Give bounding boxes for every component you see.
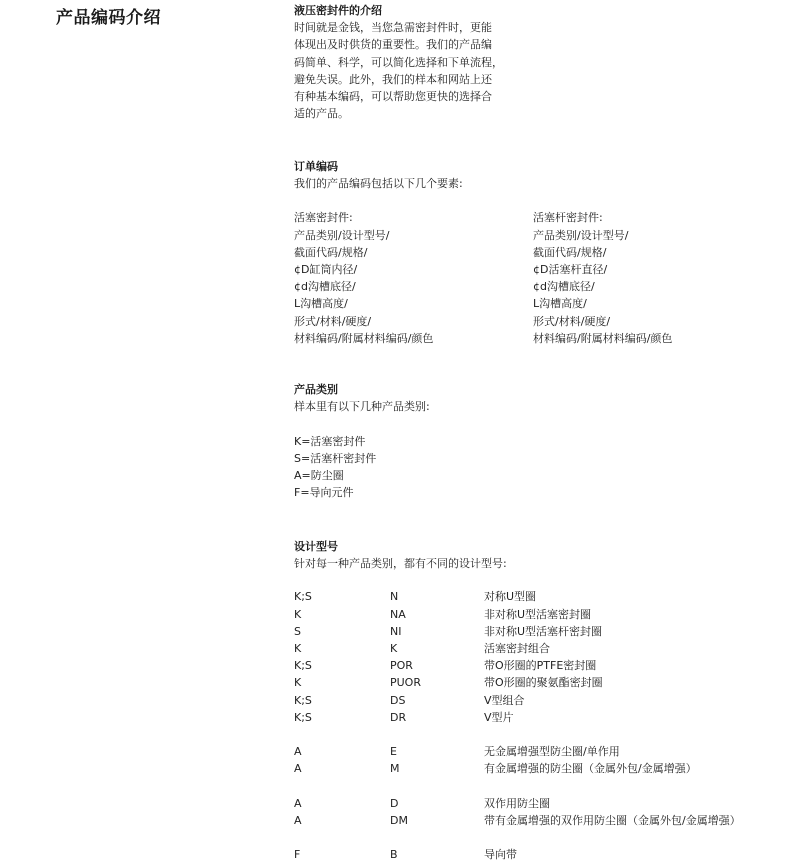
page-title: 产品编码介绍 — [56, 8, 161, 28]
intro-paragraph — [294, 19, 509, 122]
product-type-list — [294, 433, 792, 502]
product-type-intro: 样本里有以下几种产品类别: — [294, 400, 430, 414]
piston-element: L沟槽高度/ — [294, 297, 348, 311]
design-code-cell: PUOR — [390, 676, 421, 690]
order-code-intro: 我们的产品编码包括以下几个要素: — [294, 177, 463, 191]
design-type-row — [294, 709, 792, 726]
design-code-cell: B — [390, 848, 398, 862]
design-code-cell: POR — [390, 659, 413, 673]
piston-element: ¢D缸筒内径/ — [294, 263, 358, 277]
design-type-row — [294, 588, 792, 605]
design-type-row — [294, 812, 792, 829]
piston-seal-elements — [294, 209, 433, 347]
design-type-row — [294, 743, 792, 760]
design-description-cell: 对称U型圈 — [484, 590, 537, 604]
rod-element: 截面代码/规格/ — [533, 245, 607, 259]
design-category-cell: K;S — [294, 659, 312, 673]
rod-element: ¢d沟槽底径/ — [533, 280, 595, 294]
piston-element: 形式/材料/硬度/ — [294, 314, 372, 328]
design-code-cell: DM — [390, 813, 408, 827]
design-category-cell: F — [294, 848, 301, 862]
rod-element: L沟槽高度/ — [533, 297, 587, 311]
product-type-heading: 产品类别 — [294, 383, 338, 396]
rod-element: 材料编码/附属材料编码/颜色 — [533, 331, 673, 345]
piston-element: ¢d沟槽底径/ — [294, 280, 356, 294]
design-type-intro: 针对每一种产品类别，都有不同的设计型号: — [294, 557, 507, 571]
design-category-cell: K — [294, 641, 302, 655]
intro-section — [294, 2, 509, 122]
design-description-cell: 导向带 — [484, 848, 517, 862]
piston-element: 活塞密封件: — [294, 211, 353, 225]
design-description-cell: V型组合 — [484, 693, 525, 707]
design-type-row — [294, 606, 792, 623]
design-code-cell: NA — [390, 607, 406, 621]
design-description-cell: 活塞密封组合 — [484, 641, 550, 655]
design-description-cell: 非对称U型活塞密封圈 — [484, 607, 592, 621]
design-type-row — [294, 760, 792, 777]
design-description-cell: 非对称U型活塞杆密封圈 — [484, 624, 603, 638]
design-code-cell: E — [390, 745, 397, 759]
design-type-row — [294, 674, 792, 691]
design-category-cell: A — [294, 813, 302, 827]
product-type-item: S=活塞杆密封件 — [294, 451, 377, 465]
piston-element: 产品类别/设计型号/ — [294, 228, 390, 242]
design-category-cell: K — [294, 607, 302, 621]
design-type-row — [294, 623, 792, 640]
design-code-cell: NI — [390, 624, 402, 638]
design-description-cell: 有金属增强的防尘圈（金属外包/金属增强） — [484, 762, 697, 776]
piston-element: 截面代码/规格/ — [294, 245, 368, 259]
order-code-section — [294, 158, 792, 349]
design-category-cell: S — [294, 624, 301, 638]
order-code-heading: 订单编码 — [294, 160, 338, 173]
design-category-cell: A — [294, 762, 302, 776]
design-category-cell: K;S — [294, 710, 312, 724]
design-type-row — [294, 640, 792, 657]
intro-line: 避免失误。此外，我们的样本和网站上还 — [294, 72, 492, 86]
design-description-cell: 带O形圈的聚氨酯密封圈 — [484, 676, 603, 690]
design-description-cell: 带有金属增强的双作用防尘圈（金属外包/金属增强） — [484, 813, 741, 827]
product-type-item: K=活塞密封件 — [294, 434, 366, 448]
rod-element: 形式/材料/硬度/ — [533, 314, 611, 328]
design-category-cell: A — [294, 745, 302, 759]
intro-line: 码简单、科学，可以简化选择和下单流程， — [294, 55, 503, 69]
intro-line: 有种基本编码，可以帮助您更快的选择合 — [294, 90, 492, 104]
rod-seal-elements — [533, 209, 672, 347]
design-type-row — [294, 657, 792, 674]
rod-element: ¢D活塞杆直径/ — [533, 263, 608, 277]
design-type-heading: 设计型号 — [294, 540, 338, 553]
design-description-cell: V型片 — [484, 710, 514, 724]
design-code-cell: N — [390, 590, 399, 604]
design-type-section — [294, 538, 792, 863]
product-type-section — [294, 381, 792, 501]
rod-element: 活塞杆密封件: — [533, 211, 603, 225]
design-category-cell: K — [294, 676, 302, 690]
design-code-cell: DS — [390, 693, 406, 707]
design-category-cell: K;S — [294, 590, 312, 604]
design-code-cell: K — [390, 641, 398, 655]
design-description-cell: 带O形圈的PTFE密封圈 — [484, 659, 597, 673]
design-category-cell: K;S — [294, 693, 312, 707]
rod-element: 产品类别/设计型号/ — [533, 228, 629, 242]
piston-element: 材料编码/附属材料编码/颜色 — [294, 331, 434, 345]
design-code-cell: M — [390, 762, 400, 776]
design-type-row — [294, 795, 792, 812]
design-description-cell: 无金属增强型防尘圈/单作用 — [484, 745, 620, 759]
design-type-table — [294, 588, 792, 863]
design-type-row — [294, 692, 792, 709]
design-description-cell: 双作用防尘圈 — [484, 796, 550, 810]
design-category-cell: A — [294, 796, 302, 810]
intro-line: 适的产品。 — [294, 107, 349, 121]
order-code-columns — [294, 209, 792, 349]
intro-heading: 液压密封件的介绍 — [294, 4, 382, 17]
intro-line: 体现出及时供货的重要性。我们的产品编 — [294, 38, 492, 52]
intro-line: 时间就是金钱，当您急需密封件时，更能 — [294, 21, 492, 35]
design-code-cell: DR — [390, 710, 407, 724]
design-code-cell: D — [390, 796, 399, 810]
product-type-item: A=防尘圈 — [294, 469, 344, 482]
product-type-item: F=导向元件 — [294, 486, 354, 500]
design-type-row — [294, 846, 792, 863]
